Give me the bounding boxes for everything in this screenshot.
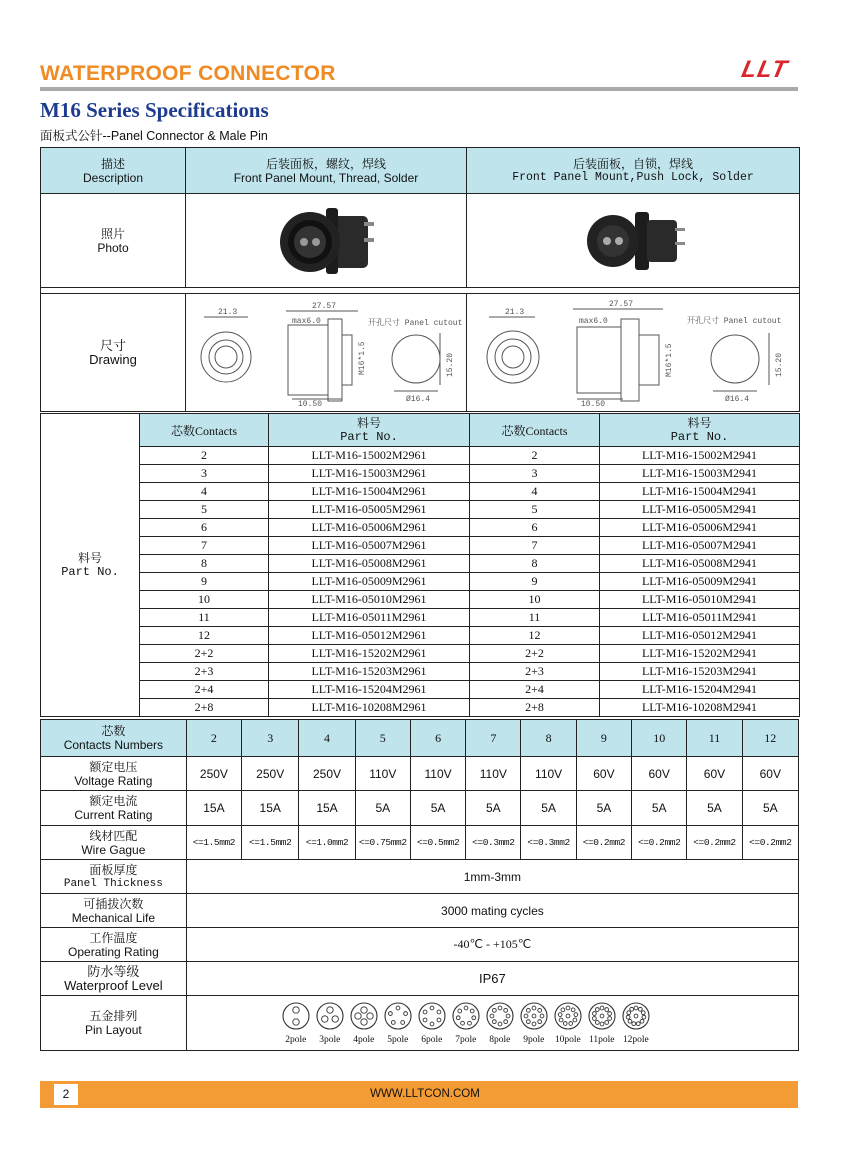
contacts-left: 6 (140, 519, 269, 537)
photo-thread-connector (186, 194, 467, 288)
part-no-left: LLT-M16-15003M2961 (269, 465, 470, 483)
part-no-right: LLT-M16-05005M2941 (600, 501, 800, 519)
mechanical-life-label: 可插拔次数 Mechanical Life (41, 894, 187, 928)
contacts-right: 4 (470, 483, 600, 501)
part-row (41, 555, 800, 573)
pushlock-connector-drawing (473, 297, 793, 409)
subtitle: 面板式公针--Panel Connector & Male Pin (40, 129, 268, 143)
contacts-right: 7 (470, 537, 600, 555)
dim-thread: M16*1.5 (358, 340, 367, 375)
mechanical-life-value: 3000 mating cycles (186, 894, 798, 928)
part-no-left: LLT-M16-10208M2961 (269, 699, 470, 717)
dim-cutout-d: Ø16.4 (725, 394, 750, 404)
drawing-pushlock-connector (467, 294, 800, 412)
part-no-right: LLT-M16-15002M2941 (600, 447, 800, 465)
contacts-header-right: 芯数Contacts (470, 414, 600, 447)
contacts-number: 11 (687, 720, 742, 757)
pin-layout-icon (587, 1001, 617, 1031)
part-no-right: LLT-M16-05009M2941 (600, 573, 800, 591)
part-no-right: LLT-M16-15003M2941 (600, 465, 800, 483)
spec-table (40, 719, 799, 1051)
contacts-left: 11 (140, 609, 269, 627)
contacts-left: 4 (140, 483, 269, 501)
voltage-value: 60V (742, 757, 798, 791)
pin-layout-caption: 12pole (622, 1035, 649, 1045)
thread-connector-drawing (188, 297, 464, 409)
temperature-label-row (41, 928, 799, 962)
contacts-right: 9 (470, 573, 600, 591)
pin-layout-caption: 3pole (319, 1035, 341, 1045)
waterproof-label-row (41, 962, 799, 996)
drawing-thread-connector (186, 294, 467, 412)
series-title: M16 Series Specifications (40, 98, 269, 122)
part-no-left: LLT-M16-15203M2961 (269, 663, 470, 681)
part-no-left: LLT-M16-05009M2961 (269, 573, 470, 591)
contacts-right: 6 (470, 519, 600, 537)
drawing-label: 尺寸 Drawing (41, 294, 186, 412)
voltage-value: 250V (299, 757, 355, 791)
contacts-left: 8 (140, 555, 269, 573)
dim-thread: M16*1.5 (665, 342, 674, 377)
part-no-right: LLT-M16-15004M2941 (600, 483, 800, 501)
contacts-left: 2+4 (140, 681, 269, 699)
contacts-number: 8 (521, 720, 576, 757)
part-no-left: LLT-M16-05006M2961 (269, 519, 470, 537)
part-no-right: LLT-M16-15203M2941 (600, 663, 800, 681)
pin-layout-caption: 10pole (554, 1035, 581, 1045)
contacts-left: 7 (140, 537, 269, 555)
contacts-left: 3 (140, 465, 269, 483)
current-value: 5A (410, 791, 465, 826)
contacts-number: 4 (299, 720, 355, 757)
pin-diagram (485, 1001, 515, 1045)
part-row (41, 537, 800, 555)
part-no-left: LLT-M16-05011M2961 (269, 609, 470, 627)
wire-value: <=1.5mm2 (186, 826, 241, 860)
part-no-right: LLT-M16-05008M2941 (600, 555, 800, 573)
contacts-left: 12 (140, 627, 269, 645)
current-value: 5A (521, 791, 576, 826)
part-no-left: LLT-M16-05010M2961 (269, 591, 470, 609)
product-table (40, 147, 800, 412)
part-no-right: LLT-M16-10208M2941 (600, 699, 800, 717)
page-number: 2 (54, 1084, 78, 1105)
connector-thread-image (266, 198, 386, 284)
pin-layout-icon (621, 1001, 651, 1031)
wire-value: <=0.2mm2 (576, 826, 631, 860)
pin-diagram (587, 1001, 617, 1045)
dim-length: 27.57 (312, 301, 337, 311)
current-value: 5A (632, 791, 687, 826)
wire-value: <=1.5mm2 (242, 826, 299, 860)
wire-value: <=0.2mm2 (742, 826, 798, 860)
dim-max: max6.0 (579, 316, 608, 326)
pin-diagram (519, 1001, 549, 1045)
pin-layout-icon (349, 1001, 379, 1031)
pin-layout-icon (519, 1001, 549, 1031)
pin-layout-icon (451, 1001, 481, 1031)
voltage-label: 额定电压 Voltage Rating (41, 757, 187, 791)
contacts-right: 10 (470, 591, 600, 609)
part-header-right: 料号 Part No. (600, 414, 800, 447)
pin-diagram (451, 1001, 481, 1045)
pin-layout-caption: 6pole (421, 1035, 443, 1045)
part-row (41, 645, 800, 663)
dim-max: max6.0 (292, 316, 321, 326)
dim-depth: 10.50 (581, 399, 606, 409)
dim-cutout-d: Ø16.4 (406, 394, 431, 404)
dim-cutout-label: 开孔尺寸 Panel cutout (368, 318, 463, 328)
current-value: 5A (576, 791, 631, 826)
contacts-number: 9 (576, 720, 631, 757)
waterproof-label: 防水等级 Waterproof Level (41, 962, 187, 996)
contacts-right: 2+4 (470, 681, 600, 699)
part-row (41, 447, 800, 465)
part-no-left: LLT-M16-15004M2961 (269, 483, 470, 501)
contacts-left: 2+2 (140, 645, 269, 663)
part-no-left: LLT-M16-05008M2961 (269, 555, 470, 573)
wire-value: <=0.3mm2 (466, 826, 521, 860)
contacts-number: 10 (632, 720, 687, 757)
part-row (41, 663, 800, 681)
wire-value: <=0.2mm2 (687, 826, 742, 860)
part-no-left: LLT-M16-05005M2961 (269, 501, 470, 519)
part-no-right: LLT-M16-05011M2941 (600, 609, 800, 627)
part-no-row-label: 料号 Part No. (41, 414, 140, 717)
contacts-right: 2+3 (470, 663, 600, 681)
contacts-number: 3 (242, 720, 299, 757)
part-no-right: LLT-M16-05007M2941 (600, 537, 800, 555)
wire-value: <=0.2mm2 (632, 826, 687, 860)
contacts-label-row (41, 720, 799, 757)
pin-layout-icon (383, 1001, 413, 1031)
pin-diagram (553, 1001, 583, 1045)
contacts-left: 5 (140, 501, 269, 519)
pin-layout-icon (417, 1001, 447, 1031)
contacts-right: 11 (470, 609, 600, 627)
pin-layout-icon (485, 1001, 515, 1031)
voltage-label-row (41, 757, 799, 791)
contacts-right: 2 (470, 447, 600, 465)
panel-thickness-label: 面板厚度 Panel Thickness (41, 860, 187, 894)
contacts-number: 5 (355, 720, 410, 757)
contacts-number: 6 (410, 720, 465, 757)
pin-diagram (383, 1001, 413, 1045)
current-value: 5A (742, 791, 798, 826)
current-value: 15A (242, 791, 299, 826)
pin-layout-icon (553, 1001, 583, 1031)
voltage-value: 110V (521, 757, 576, 791)
pin-layout-diagrams (186, 996, 798, 1051)
part-row (41, 699, 800, 717)
brand-title: WATERPROOF CONNECTOR (40, 62, 336, 85)
current-value: 5A (687, 791, 742, 826)
current-value: 15A (186, 791, 241, 826)
contacts-number: 7 (466, 720, 521, 757)
pin-layout-icon (315, 1001, 345, 1031)
wire-value: <=0.75mm2 (355, 826, 410, 860)
current-value: 5A (355, 791, 410, 826)
pin-diagram (349, 1001, 379, 1045)
pin-layout-row (41, 996, 799, 1051)
dim-cutout-h: 15.20 (446, 352, 455, 377)
voltage-value: 110V (410, 757, 465, 791)
pin-layout-caption: 2pole (285, 1035, 307, 1045)
right-description: 后装面板，自锁，焊线 Front Panel Mount,Push Lock, Solder (467, 148, 800, 194)
panel-thickness-label-row (41, 860, 799, 894)
current-value: 5A (466, 791, 521, 826)
waterproof-value: IP67 (186, 962, 798, 996)
photo-pushlock-connector (467, 194, 800, 288)
voltage-value: 60V (632, 757, 687, 791)
current-label-row (41, 791, 799, 826)
contacts-label: 芯数 Contacts Numbers (41, 720, 187, 757)
contacts-left: 2+3 (140, 663, 269, 681)
wire-value: <=0.3mm2 (521, 826, 576, 860)
photo-label: 照片 Photo (41, 194, 186, 288)
part-no-right: LLT-M16-15204M2941 (600, 681, 800, 699)
wire-value: <=0.5mm2 (410, 826, 465, 860)
part-row (41, 609, 800, 627)
pin-diagram (621, 1001, 651, 1045)
brand-logo: LLT (739, 56, 791, 83)
current-value: 15A (299, 791, 355, 826)
header-rule (40, 87, 798, 91)
part-number-table (40, 413, 800, 717)
pin-layout-caption: 11pole (589, 1035, 615, 1045)
dim-cutout-h: 15.20 (775, 352, 784, 377)
part-row (41, 681, 800, 699)
voltage-value: 60V (687, 757, 742, 791)
contacts-number: 2 (186, 720, 241, 757)
contacts-left: 10 (140, 591, 269, 609)
part-row (41, 465, 800, 483)
pin-diagram (417, 1001, 447, 1045)
part-no-right: LLT-M16-05012M2941 (600, 627, 800, 645)
part-no-left: LLT-M16-05007M2961 (269, 537, 470, 555)
part-no-left: LLT-M16-15002M2961 (269, 447, 470, 465)
contacts-number: 12 (742, 720, 798, 757)
pin-diagram (281, 1001, 311, 1045)
mechanical-life-label-row (41, 894, 799, 928)
pin-layout-icon (281, 1001, 311, 1031)
part-row (41, 519, 800, 537)
part-row (41, 483, 800, 501)
voltage-value: 110V (466, 757, 521, 791)
voltage-value: 60V (576, 757, 631, 791)
part-row (41, 591, 800, 609)
pin-diagram (315, 1001, 345, 1045)
contacts-right: 5 (470, 501, 600, 519)
footer-url[interactable]: WWW.LLTCON.COM (370, 1088, 480, 1100)
part-header-left: 料号 Part No. (269, 414, 470, 447)
dim-width-a: 21.3 (505, 307, 525, 317)
dim-length: 27.57 (609, 299, 634, 309)
wire-label: 线材匹配 Wire Gague (41, 826, 187, 860)
pin-layout-caption: 8pole (489, 1035, 511, 1045)
description-label: 描述 Description (41, 148, 186, 194)
voltage-value: 250V (242, 757, 299, 791)
voltage-value: 110V (355, 757, 410, 791)
contacts-right: 2+2 (470, 645, 600, 663)
part-row (41, 501, 800, 519)
part-no-left: LLT-M16-05012M2961 (269, 627, 470, 645)
panel-thickness-value: 1mm-3mm (186, 860, 798, 894)
pin-layout-caption: 5pole (387, 1035, 409, 1045)
pin-layout-caption: 7pole (455, 1035, 477, 1045)
dim-width-a: 21.3 (218, 307, 238, 317)
pin-layout-caption: 4pole (353, 1035, 375, 1045)
dim-cutout-label: 开孔尺寸 Panel cutout (687, 316, 782, 326)
pin-layout-caption: 9pole (523, 1035, 545, 1045)
temperature-label: 工作温度 Operating Rating (41, 928, 187, 962)
contacts-left: 9 (140, 573, 269, 591)
voltage-value: 250V (186, 757, 241, 791)
part-row (41, 627, 800, 645)
contacts-left: 2 (140, 447, 269, 465)
part-no-left: LLT-M16-15202M2961 (269, 645, 470, 663)
part-no-right: LLT-M16-05006M2941 (600, 519, 800, 537)
part-no-right: LLT-M16-05010M2941 (600, 591, 800, 609)
part-no-left: LLT-M16-15204M2961 (269, 681, 470, 699)
wire-label-row (41, 826, 799, 860)
contacts-right: 12 (470, 627, 600, 645)
part-no-right: LLT-M16-15202M2941 (600, 645, 800, 663)
connector-pushlock-image (573, 198, 693, 284)
current-label: 额定电流 Current Rating (41, 791, 187, 826)
part-row (41, 573, 800, 591)
contacts-right: 2+8 (470, 699, 600, 717)
temperature-value: -40℃ - +105℃ (186, 928, 798, 962)
left-description: 后装面板，螺纹，焊线 Front Panel Mount, Thread, Solder (186, 148, 467, 194)
wire-value: <=1.0mm2 (299, 826, 355, 860)
dim-depth: 10.50 (298, 399, 323, 409)
contacts-header-left: 芯数Contacts (140, 414, 269, 447)
contacts-left: 2+8 (140, 699, 269, 717)
contacts-right: 8 (470, 555, 600, 573)
pin-layout-label: 五金排列 Pin Layout (41, 996, 187, 1051)
contacts-right: 3 (470, 465, 600, 483)
